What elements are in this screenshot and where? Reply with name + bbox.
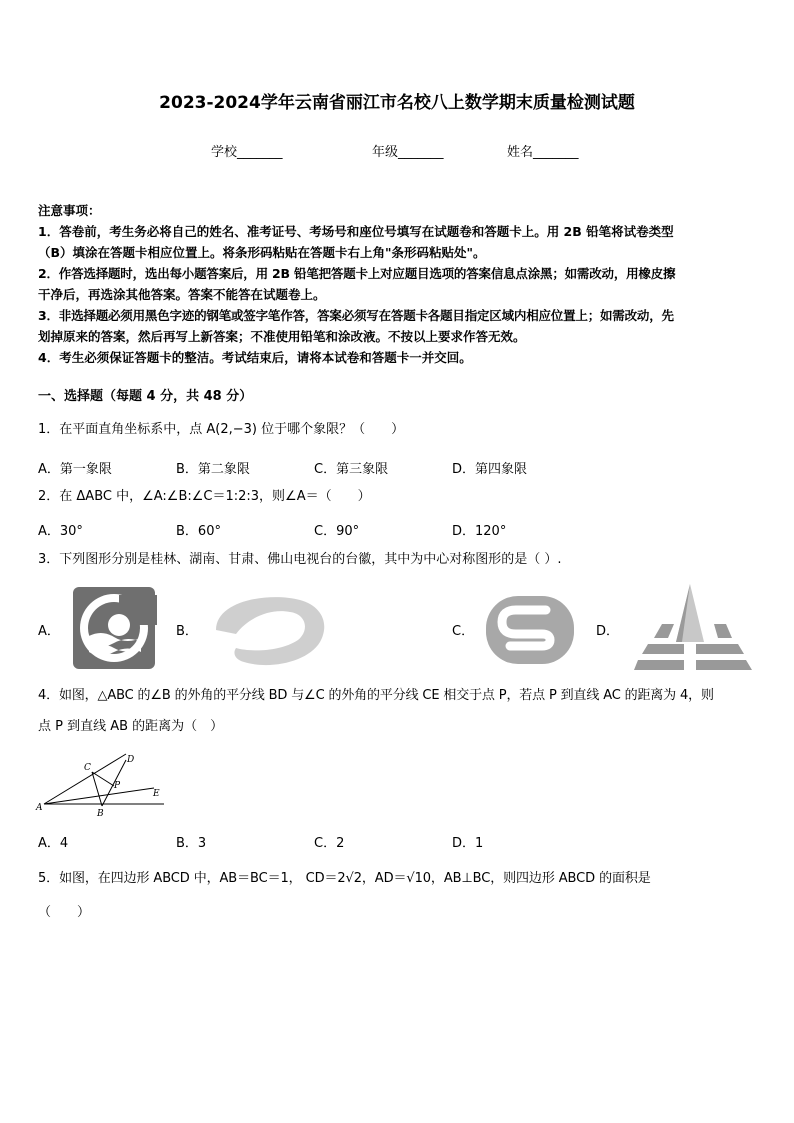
q4-option-d[interactable]: D．1 xyxy=(452,836,484,851)
question-1-stem: 1．在平面直角坐标系中，点 A(2,−3) 位于哪个象限？（ ） xyxy=(38,422,405,437)
question-2-stem: 2．在 ΔABC 中，∠A:∠B:∠C＝1:2:3，则∠A＝（ ） xyxy=(38,489,371,504)
notice-line: 3．非选择题必须用黑色字迹的钢笔或签字笔作答，答案必须写在答题卡各题目指定区域内相应位置上；如需改动，先 xyxy=(38,308,674,323)
q2-option-d[interactable]: D．120° xyxy=(452,524,507,539)
hunan-tv-logo-icon xyxy=(210,590,330,670)
q2-option-a[interactable]: A．30° xyxy=(38,524,83,539)
q3-option-c[interactable]: C． xyxy=(452,624,475,639)
q1-option-b[interactable]: B．第二象限 xyxy=(176,462,250,477)
q3-option-a[interactable]: A． xyxy=(38,624,60,639)
q2-option-c[interactable]: C．90° xyxy=(314,524,360,539)
q4-option-b[interactable]: B．3 xyxy=(176,836,207,851)
q2-option-b[interactable]: B．60° xyxy=(176,524,221,539)
notice-line: 4．考生必须保证答题卡的整洁。考试结束后，请将本试卷和答题卡一并交回。 xyxy=(38,350,472,365)
section-heading: 一、选择题（每题 4 分，共 48 分） xyxy=(38,389,253,404)
question-3-stem: 3．下列图形分别是桂林、湖南、甘肃、佛山电视台的台徽，其中为中心对称图形的是（ ）. xyxy=(38,552,562,567)
q4-option-c[interactable]: C．2 xyxy=(314,836,345,851)
q1-option-c[interactable]: C．第三象限 xyxy=(314,462,389,477)
notice-line: 干净后，再选涂其他答案。答案不能答在试题卷上。 xyxy=(38,287,326,302)
label-b: B xyxy=(97,809,104,818)
question-5-stem-line2: （ ） xyxy=(38,905,91,920)
q1-option-a[interactable]: A．第一象限 xyxy=(38,462,112,477)
gansu-tv-logo-icon xyxy=(484,592,576,668)
question-4-stem-line1: 4．如图，△ABC 的∠B 的外角的平分线 BD 与∠C 的外角的平分线 CE 相交于点 P，若点 P 到直线 AC 的距离为 4，则 xyxy=(38,688,714,703)
notice-block xyxy=(38,200,760,368)
name-field: 姓名_______ xyxy=(507,145,579,160)
grade-field: 年级_______ xyxy=(372,145,444,160)
q4-option-a[interactable]: A．4 xyxy=(38,836,69,851)
q1-option-d[interactable]: D．第四象限 xyxy=(452,462,528,477)
page-title: 2023-2024学年云南省丽江市名校八上数学期末质量检测试题 xyxy=(159,93,635,113)
notice-line: 1．答卷前，考生务必将自己的姓名、准考证号、考场号和座位号填写在试题卷和答题卡上。用 2B 铅笔将试卷类型 xyxy=(38,224,674,239)
foshan-tv-logo-icon xyxy=(634,582,752,672)
question-4-stem-line2: 点 P 到直线 AB 的距离为（ ） xyxy=(38,719,224,734)
label-a: A xyxy=(36,803,43,813)
label-d: D xyxy=(127,755,135,765)
notice-heading: 注意事项： xyxy=(38,203,101,218)
school-field: 学校_______ xyxy=(211,145,283,160)
q3-option-b[interactable]: B． xyxy=(176,624,198,639)
question-5-stem-line1: 5．如图，在四边形 ABCD 中，AB＝BC＝1， CD＝2√2，AD＝√10，AB⊥BC，则四边形 ABCD 的面积是 xyxy=(38,871,651,886)
triangle-bisector-figure xyxy=(34,752,174,818)
q3-option-d[interactable]: D． xyxy=(596,624,620,639)
guilin-tv-logo-icon xyxy=(71,585,157,671)
label-c: C xyxy=(84,763,91,773)
notice-line: 划掉原来的答案，然后再写上新答案；不准使用铅笔和涂改液。不按以上要求作答无效。 xyxy=(38,329,526,344)
notice-line: 2．作答选择题时，选出每小题答案后，用 2B 铅笔把答题卡上对应题目选项的答案信息点涂黑；如需改动，用橡皮擦 xyxy=(38,266,676,281)
label-e: E xyxy=(153,789,160,799)
notice-line: （B）填涂在答题卡相应位置上。将条形码粘贴在答题卡右上角"条形码粘贴处"。 xyxy=(38,245,486,260)
label-p: P xyxy=(114,781,121,791)
